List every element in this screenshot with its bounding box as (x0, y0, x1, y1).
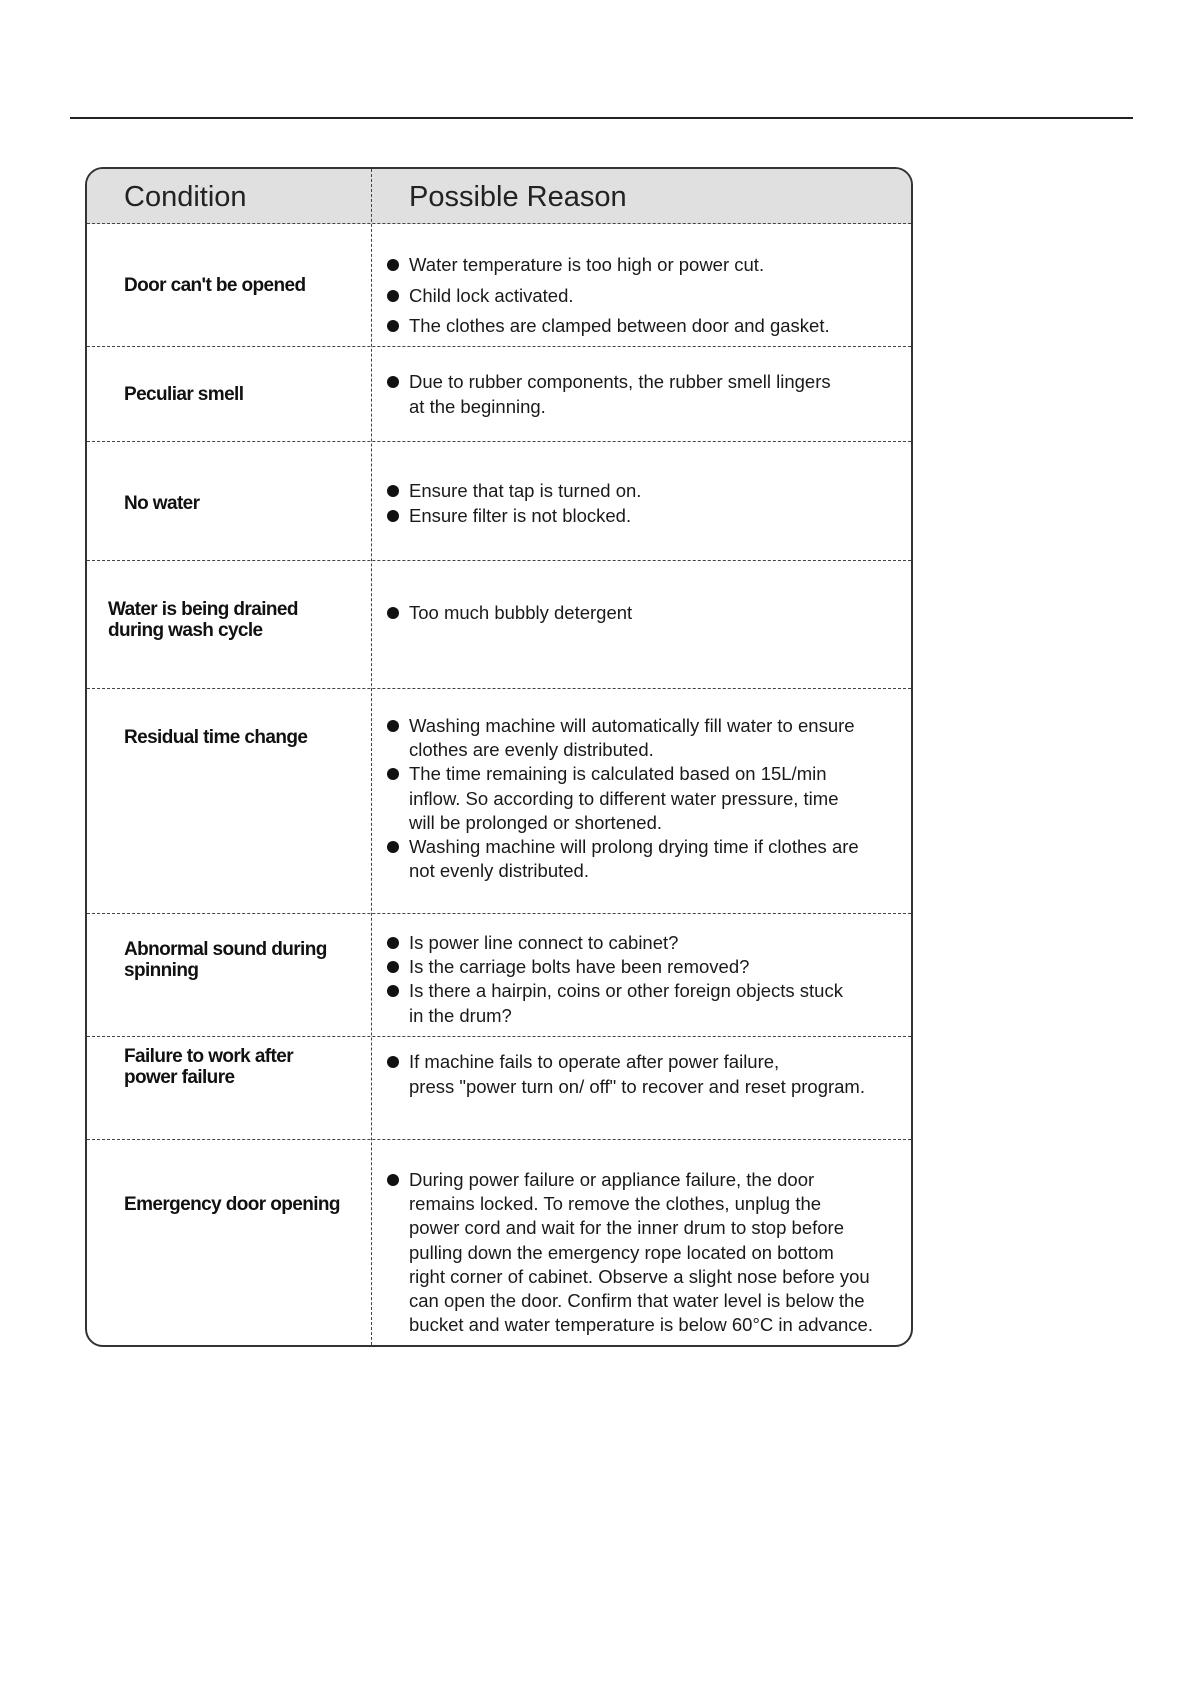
reason-line: right corner of cabinet. Observe a slight nose before you (409, 1265, 870, 1287)
reason-line: can open the door. Confirm that water level is below the (409, 1290, 865, 1312)
bullet-icon (387, 720, 399, 732)
reason-line: will be prolonged or shortened. (409, 811, 662, 833)
reason-item (409, 281, 911, 312)
reason-line: During power failure or appliance failure, the door (409, 1169, 815, 1190)
condition-cell (124, 1046, 293, 1088)
bullet-icon (387, 961, 399, 973)
reason-item (409, 504, 911, 529)
reason-line: Too much bubbly detergent (409, 602, 633, 623)
reason-item (409, 370, 911, 419)
reason-line: Is there a hairpin, coins or other foreign objects stuck (409, 980, 843, 1002)
condition-line: Door can't be opened (124, 275, 306, 296)
table-row (87, 689, 911, 914)
condition-line: during wash cycle (108, 620, 263, 641)
reason-line: inflow. So according to different water pressure, time (409, 787, 839, 809)
reason-line: Ensure filter is not blocked. (409, 504, 632, 526)
table-row (87, 442, 911, 561)
condition-cell (124, 493, 199, 514)
table-row (87, 561, 911, 689)
reason-line: If machine fails to operate after power failure, (409, 1051, 780, 1072)
reason-item (409, 714, 911, 762)
reason-line: Child lock activated. (409, 284, 574, 306)
table-row (87, 347, 911, 442)
table-row (87, 1140, 911, 1347)
reason-list (409, 714, 911, 883)
reason-line: remains locked. To remove the clothes, unplug the (409, 1193, 822, 1215)
reason-item (409, 835, 911, 883)
reason-line: in the drum? (409, 1004, 512, 1026)
header-possible-reason: Possible Reason (409, 181, 627, 213)
reason-item (409, 601, 911, 626)
reason-line: press "power turn on/ off" to recover and reset program. (409, 1075, 865, 1097)
reason-line: pulling down the emergency rope located on bottom (409, 1241, 834, 1263)
bullet-icon (387, 841, 399, 853)
reason-list (409, 479, 911, 528)
condition-line: Failure to work after (124, 1046, 293, 1067)
reason-line: The clothes are clamped between door and gasket. (409, 315, 830, 336)
condition-cell (124, 275, 305, 296)
bullet-icon (387, 510, 399, 522)
reason-line: Is the carriage bolts have been removed? (409, 956, 750, 978)
condition-line: Residual time change (124, 727, 308, 748)
top-rule (70, 117, 1133, 119)
reason-line: Ensure that tap is turned on. (409, 480, 642, 501)
reason-line: Water temperature is too high or power cut. (409, 254, 765, 275)
reason-item (409, 931, 911, 955)
bullet-icon (387, 607, 399, 619)
condition-line: Abnormal sound during (124, 939, 327, 960)
table-row (87, 224, 911, 347)
condition-line: Water is being drained (108, 599, 298, 620)
reason-line: Due to rubber components, the rubber smell lingers (409, 371, 831, 392)
reason-line: Is power line connect to cabinet? (409, 932, 679, 953)
reason-item (409, 479, 911, 504)
table-row (87, 1037, 911, 1140)
reason-line: not evenly distributed. (409, 860, 589, 882)
bullet-icon (387, 259, 399, 271)
condition-line: Emergency door opening (124, 1194, 340, 1215)
condition-cell (124, 1194, 340, 1215)
condition-line: Peculiar smell (124, 384, 244, 405)
reason-item (409, 311, 911, 342)
reason-item (409, 762, 911, 835)
reason-item (409, 1168, 911, 1337)
condition-cell (108, 599, 298, 641)
header-condition: Condition (124, 181, 247, 213)
condition-line: spinning (124, 960, 199, 981)
bullet-icon (387, 985, 399, 997)
table-header (87, 169, 911, 224)
bullet-icon (387, 768, 399, 780)
troubleshooting-table (85, 167, 913, 1347)
reason-list (409, 931, 911, 1028)
column-divider (371, 169, 372, 1345)
reason-line: clothes are evenly distributed. (409, 739, 654, 761)
condition-cell (124, 727, 307, 748)
bullet-icon (387, 290, 399, 302)
reason-line: The time remaining is calculated based on 15L/min (409, 763, 827, 785)
reason-list (409, 601, 911, 626)
bullet-icon (387, 1056, 399, 1068)
reason-item (409, 979, 911, 1027)
reason-line: Washing machine will prolong drying time if clothes are (409, 836, 859, 858)
reason-line: at the beginning. (409, 395, 546, 417)
bullet-icon (387, 937, 399, 949)
condition-line: power failure (124, 1067, 235, 1088)
reason-item (409, 1050, 911, 1099)
reason-item (409, 250, 911, 281)
reason-list (409, 1168, 911, 1337)
condition-cell (124, 384, 243, 405)
reason-list (409, 250, 911, 342)
condition-line: No water (124, 493, 200, 514)
table-row (87, 914, 911, 1037)
bullet-icon (387, 376, 399, 388)
reason-line: bucket and water temperature is below 60°C in advance. (409, 1314, 873, 1336)
bullet-icon (387, 1174, 399, 1186)
reason-list (409, 370, 911, 419)
bullet-icon (387, 485, 399, 497)
bullet-icon (387, 320, 399, 332)
condition-cell (124, 939, 327, 981)
reason-item (409, 955, 911, 979)
reason-list (409, 1050, 911, 1099)
reason-line: power cord and wait for the inner drum to stop before (409, 1217, 844, 1239)
reason-line: Washing machine will automatically fill water to ensure (409, 715, 855, 736)
